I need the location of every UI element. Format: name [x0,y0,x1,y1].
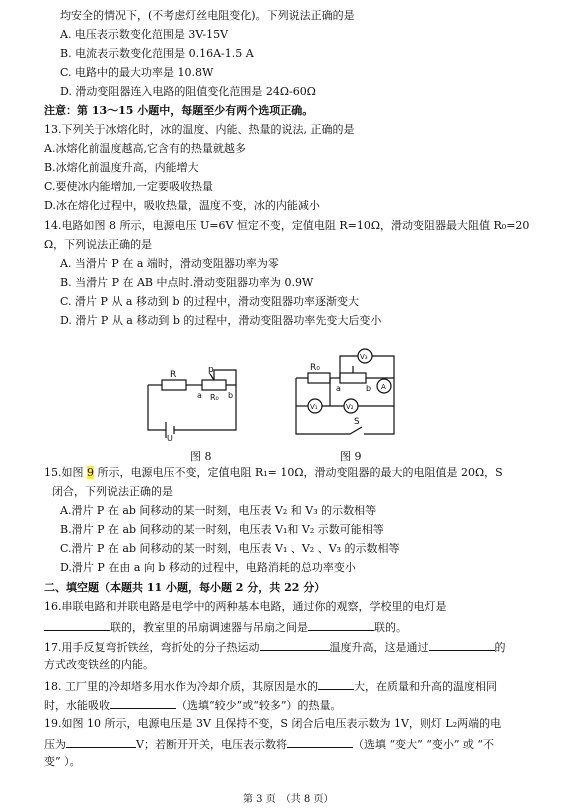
q18-text-a: 18. 工厂里的冷却塔多用水作为冷却介质，其原因是水的 [44,680,318,693]
q17-blank-1[interactable] [260,639,330,651]
q16-blank-1[interactable] [44,619,110,631]
fig8-label-a: a [197,391,202,400]
q15-stem-pre: 15.如图 [44,466,87,479]
note-multi-answer: 注意：第 13～15 小题中，每题至少有两个选项正确。 [44,104,314,117]
q14-stem-line1: 14.电路如图 8 所示，电源电压 U=6V 恒定不变，定值电阻 R=10Ω，滑动变阻器最大阻值 R₀=20 [44,219,530,232]
q13-option-c: C.要使冰内能增加,一定要吸收热量 [44,180,214,193]
figure-8-circuit [140,360,250,442]
q15-stem-line1 [44,466,503,480]
q14-stem-line2: Ω，下列说法正确的是 [44,238,153,251]
q18-text-d: （选填“较少”或“较多”）的热量。 [176,699,342,712]
q16-blank-2[interactable] [308,619,374,631]
q18-text-b: 大，在质量和升高的温度相同 [354,680,497,693]
q14-option-d: D. 滑片 P 从 a 移动到 b 的过程中，滑动变阻器功率先变大后变小 [60,314,382,327]
q13-option-d: D.冰在熔化过程中，吸收热量，温度不变，冰的内能减小 [44,199,320,212]
q12-option-b: B. 电流表示数变化范围是 0.16A-1.5 A [60,47,254,60]
fig8-label-U: U [167,434,173,442]
q12-tail-line: 均安全的情况下，(不考虑灯丝电阻变化)。下列说法正确的是 [60,9,355,22]
q17-line1 [44,639,506,655]
fig9-label-R0: R₀ [310,363,320,373]
q18-blank-1[interactable] [318,678,354,690]
q17-line2: 方式改变铁丝的内能。 [44,658,154,671]
fig9-meter-v2: V₂ [346,403,354,411]
q14-option-b: B. 当滑片 P 在 AB 中点时.滑动变阻器功率为 0.9W [60,276,314,289]
q17-text-c: 的 [494,641,506,654]
fig9-meter-v3: V₃ [360,353,368,361]
q14-option-c: C. 滑片 P 从 a 移动到 b 的过程中，滑动变阻器功率逐渐变大 [60,295,359,308]
fig9-meter-v1: V₁ [310,403,318,411]
fig9-meter-a: A [381,383,386,391]
q18-blank-2[interactable] [110,697,176,709]
section-2-heading: 二、填空题（本题共 11 小题，每小题 2 分，共 22 分） [44,581,326,594]
fig9-label-S: S [354,417,360,427]
q19-blank-1[interactable] [66,736,136,748]
q15-option-b: B.滑片 P 在 ab 间移动的某一时刻，电压表 V₁和 V₂ 示数可能相等 [60,523,384,536]
q17-text-a: 17.用手反复弯折铁丝，弯折处的分子热运动 [44,641,260,654]
q19-text-a: 压为 [44,738,66,751]
q14-option-a: A. 当滑片 P 在 a 端时，滑动变阻器功率为零 [60,257,279,270]
q16-line2 [44,619,407,635]
q16-text-a: 联的，教室里的吊扇调速器与吊扇之间是 [110,621,308,634]
q13-stem: 13.下列关于冰熔化时，冰的温度、内能、热量的说法, 正确的是 [44,123,355,136]
q18-line2 [44,697,342,713]
q16-line1: 16.串联电路和并联电路是电学中的两种基本电路，通过你的观察，学校里的电灯是 [44,600,447,613]
q16-text-b: 联的。 [374,621,407,634]
q13-option-a: A.冰熔化前温度越高,它含有的热量就越多 [44,142,246,155]
fig8-label-b: b [228,391,234,400]
q17-text-b: 温度升高，这是通过 [329,641,429,654]
figure-9-circuit [290,342,402,444]
q18-line1 [44,678,497,694]
q19-text-c: （选填 “变大” “变小” 或 “不 [352,738,495,751]
fig8-label-R0: R₀ [210,393,219,402]
figure-9-caption: 图 9 [340,450,362,463]
q15-option-d: D.滑片 P 在由 a 向 b 移动的过程中，电路消耗的总功率变小 [60,561,356,574]
q19-line2 [44,736,494,752]
q12-option-a: A. 电压表示数变化范围是 3V-15V [60,28,229,41]
q12-option-d: D. 滑动变阻器连入电路的阻值变化范围是 24Ω-60Ω [60,85,316,98]
q19-text-b: V；若断开开关，电压表示数将 [136,738,287,751]
q15-stem-line2: 闭合，下列说法正确的是 [52,485,173,498]
q15-option-c: C.滑片 P 在 ab 间移动的某一时刻，电压表 V₁ 、V₂ 、V₃ 的示数相等 [60,542,400,555]
q12-option-c: C. 电路中的最大功率是 10.8W [60,66,214,79]
fig9-label-a: a [336,384,341,393]
q19-line3: 变” ）。 [44,755,81,768]
page-footer: 第 3 页 （共 8 页） [243,794,334,805]
q19-blank-2[interactable] [287,736,353,748]
fig8-label-p: p [208,365,214,375]
q18-text-c: 时，水能吸收 [44,699,110,712]
q15-highlighted-figure-number: 9 [87,466,94,479]
fig8-label-R: R [170,370,177,380]
q13-option-b: B.冰熔化前温度升高，内能增大 [44,161,199,174]
q15-stem-post: 所示，电源电压不变，定值电阻 R₁= 10Ω，滑动变阻器的最大的电阻值是 20Ω，S [94,466,503,479]
q15-option-a: A.滑片 P 在 ab 间移动的某一时刻，电压表 V₂ 和 V₃ 的示数相等 [60,504,377,517]
figure-8-caption: 图 8 [190,450,212,463]
q19-line1: 19.如图 10 所示，电源电压是 3V 且保持不变，S 闭合后电压表示数为 1V，则灯 L₂两端的电 [44,717,502,730]
q17-blank-2[interactable] [429,639,495,651]
fig9-label-b: b [366,384,372,393]
